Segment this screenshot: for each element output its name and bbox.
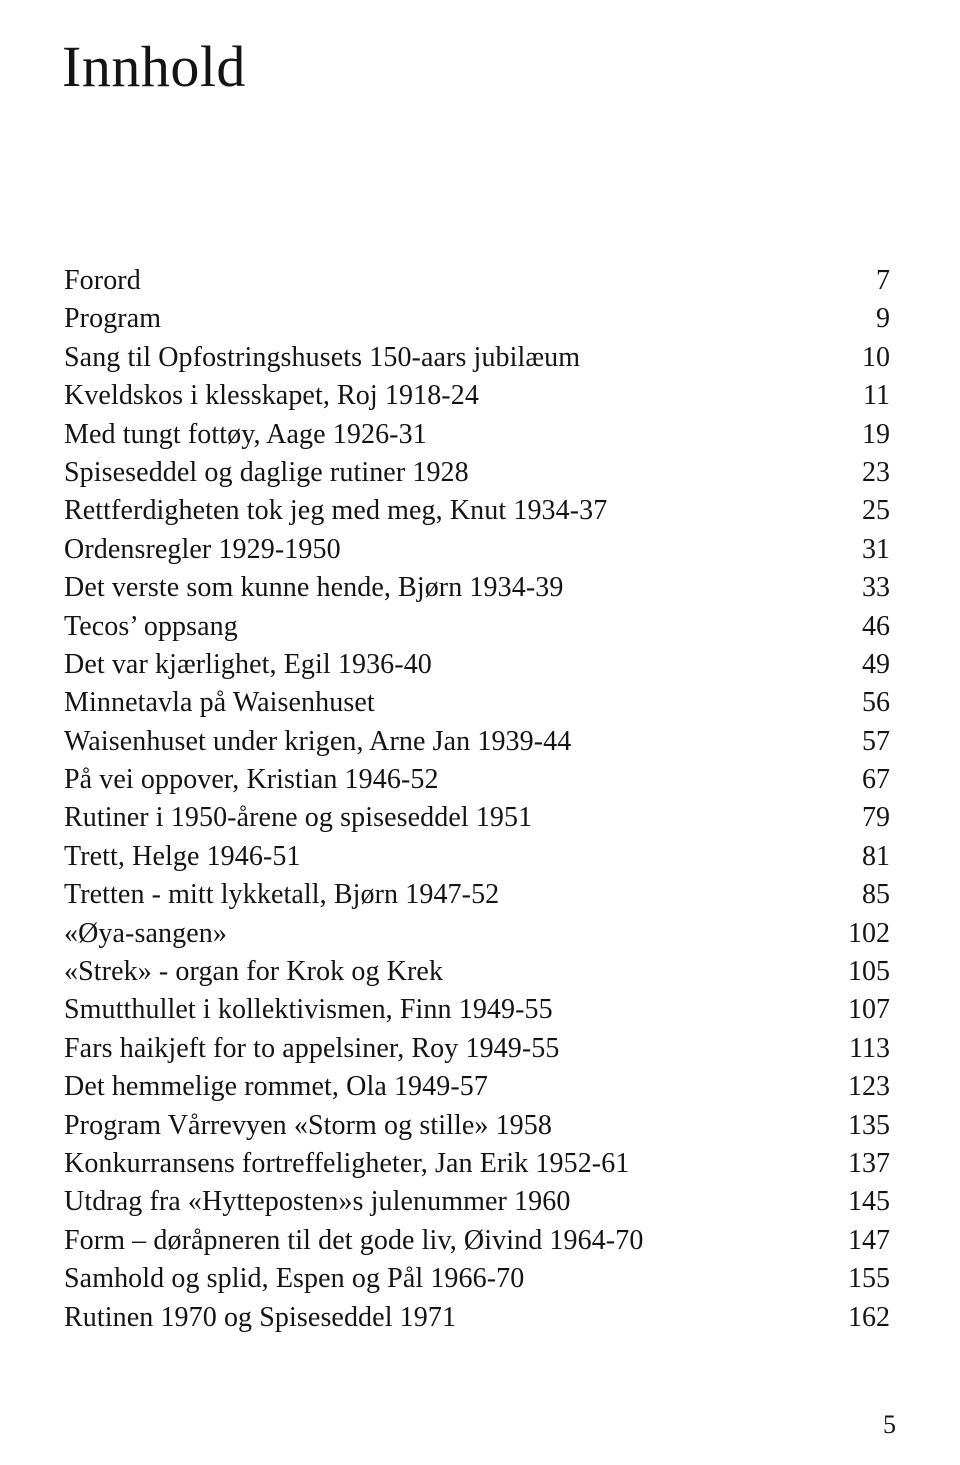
toc-entry-title: Trett, Helge 1946-51 bbox=[64, 840, 301, 872]
toc-entry-title: Rettferdigheten tok jeg med meg, Knut 1934-37 bbox=[64, 495, 608, 527]
toc-entry bbox=[64, 262, 894, 300]
toc-entry-page: 33 bbox=[862, 572, 890, 604]
toc-entry bbox=[64, 492, 894, 530]
toc-entry-page: 107 bbox=[848, 994, 890, 1026]
toc-entry bbox=[64, 876, 894, 914]
toc-entry bbox=[64, 646, 894, 684]
toc-entry bbox=[64, 723, 894, 761]
table-of-contents bbox=[64, 262, 894, 1337]
toc-entry-page: 137 bbox=[848, 1147, 890, 1179]
toc-entry bbox=[64, 300, 894, 338]
toc-entry bbox=[64, 608, 894, 646]
toc-entry-title: Program Vårrevyen «Storm og stille» 1958 bbox=[64, 1109, 552, 1141]
toc-entry bbox=[64, 531, 894, 569]
toc-entry-page: 105 bbox=[848, 956, 890, 988]
toc-entry bbox=[64, 761, 894, 799]
toc-entry-title: Waisenhuset under krigen, Arne Jan 1939-44 bbox=[64, 725, 572, 757]
toc-entry-title: Utdrag fra «Hytteposten»s julenummer 1960 bbox=[64, 1186, 571, 1218]
toc-entry bbox=[64, 1183, 894, 1221]
toc-entry-title: Det verste som kunne hende, Bjørn 1934-39 bbox=[64, 572, 564, 604]
toc-entry bbox=[64, 416, 894, 454]
toc-entry-title: Fars haikjeft for to appelsiner, Roy 1949-55 bbox=[64, 1032, 560, 1064]
toc-entry-title: Tretten - mitt lykketall, Bjørn 1947-52 bbox=[64, 879, 500, 911]
toc-entry-title: Det var kjærlighet, Egil 1936-40 bbox=[64, 648, 432, 680]
toc-entry-title: På vei oppover, Kristian 1946-52 bbox=[64, 764, 439, 796]
toc-entry-title: «Strek» - organ for Krok og Krek bbox=[64, 956, 444, 988]
toc-entry-page: 10 bbox=[862, 341, 890, 373]
toc-entry-title: Forord bbox=[64, 265, 141, 296]
toc-entry-page: 46 bbox=[862, 610, 890, 642]
toc-entry-title: Rutinen 1970 og Spiseseddel 1971 bbox=[64, 1301, 457, 1333]
toc-entry-title: Form – døråpneren til det gode liv, Øivind 1964-70 bbox=[64, 1224, 644, 1256]
toc-entry-title: Spiseseddel og daglige rutiner 1928 bbox=[64, 456, 469, 488]
toc-entry-page: 23 bbox=[862, 456, 890, 488]
page-number: 5 bbox=[883, 1410, 896, 1439]
toc-entry bbox=[64, 1107, 894, 1145]
toc-entry bbox=[64, 339, 894, 377]
toc-entry-title: Smutthullet i kollektivismen, Finn 1949-55 bbox=[64, 994, 553, 1026]
toc-entry-page: 67 bbox=[862, 764, 890, 796]
toc-entry-title: Tecos’ oppsang bbox=[64, 610, 238, 642]
toc-entry bbox=[64, 799, 894, 837]
toc-entry-title: Program bbox=[64, 303, 162, 335]
toc-entry-title: Samhold og splid, Espen og Pål 1966-70 bbox=[64, 1263, 525, 1295]
toc-entry-page: 25 bbox=[862, 495, 890, 527]
toc-entry bbox=[64, 1068, 894, 1106]
toc-entry-page: 57 bbox=[862, 725, 890, 757]
toc-entry bbox=[64, 454, 894, 492]
toc-entry-page: 145 bbox=[848, 1186, 890, 1218]
toc-entry bbox=[64, 377, 894, 415]
toc-entry-page: 81 bbox=[862, 840, 890, 872]
toc-entry-page: 7 bbox=[876, 265, 890, 296]
toc-entry-page: 56 bbox=[862, 687, 890, 719]
toc-entry-page: 79 bbox=[862, 802, 890, 834]
toc-entry-page: 31 bbox=[862, 533, 890, 565]
toc-entry-title: Kveldskos i klesskapet, Roj 1918-24 bbox=[64, 380, 479, 412]
toc-entry bbox=[64, 953, 894, 991]
toc-entry bbox=[64, 1260, 894, 1298]
toc-entry-title: Konkurransens fortreffeligheter, Jan Erik 1952-61 bbox=[64, 1147, 630, 1179]
toc-entry bbox=[64, 1222, 894, 1260]
toc-entry-page: 19 bbox=[862, 418, 890, 450]
toc-entry bbox=[64, 991, 894, 1029]
toc-entry-page: 147 bbox=[848, 1224, 890, 1256]
toc-entry bbox=[64, 838, 894, 876]
toc-entry-page: 155 bbox=[848, 1263, 890, 1295]
toc-entry-page: 113 bbox=[849, 1032, 890, 1064]
toc-entry-page: 135 bbox=[848, 1109, 890, 1141]
toc-entry-page: 162 bbox=[848, 1301, 890, 1333]
toc-entry bbox=[64, 1299, 894, 1337]
toc-entry bbox=[64, 915, 894, 953]
toc-entry-page: 11 bbox=[863, 380, 890, 412]
toc-entry-page: 9 bbox=[876, 303, 890, 335]
toc-entry-page: 123 bbox=[848, 1071, 890, 1103]
toc-entry-title: Det hemmelige rommet, Ola 1949-57 bbox=[64, 1071, 488, 1103]
page-title: Innhold bbox=[62, 34, 246, 99]
toc-entry-title: Med tungt fottøy, Aage 1926-31 bbox=[64, 418, 427, 450]
toc-entry-title: Minnetavla på Waisenhuset bbox=[64, 687, 375, 719]
toc-entry-page: 49 bbox=[862, 648, 890, 680]
toc-entry-title: Ordensregler 1929-1950 bbox=[64, 533, 341, 565]
toc-entry-page: 85 bbox=[862, 879, 890, 911]
toc-entry-title: Sang til Opfostringshusets 150-aars jubilæum bbox=[64, 341, 581, 373]
toc-entry-title: «Øya-sangen» bbox=[64, 917, 227, 949]
toc-entry bbox=[64, 684, 894, 722]
toc-entry bbox=[64, 1145, 894, 1183]
toc-entry-title: Rutiner i 1950-årene og spiseseddel 1951 bbox=[64, 802, 533, 834]
toc-entry-page: 102 bbox=[848, 917, 890, 949]
toc-entry bbox=[64, 1030, 894, 1068]
toc-entry bbox=[64, 569, 894, 607]
